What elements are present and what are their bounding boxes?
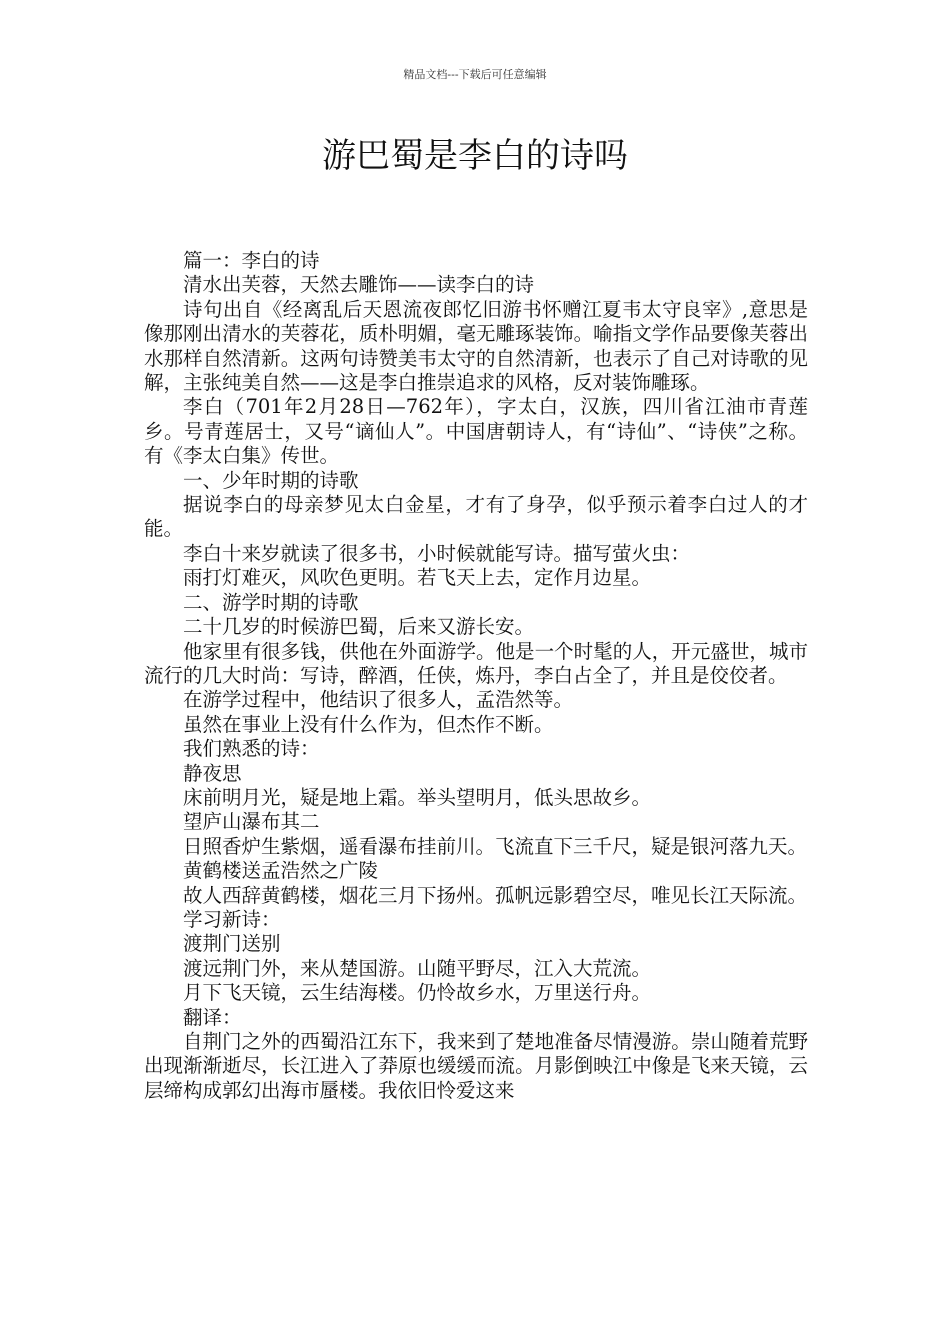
body-paragraph: 诗句出自《经离乱后天恩流夜郎忆旧游书怀赠江夏韦太守良宰》,意思是像那刚出清水的芙蓉花，质朴明媚，毫无雕琢装饰。喻指文学作品要像芙蓉出水那样自然清新。这两句诗赞美韦太守的自然清新，也表示了自己对诗歌的见解，主张纯美自然——这是李白推崇追求的风格，反对装饰雕琢。 [144,297,808,395]
body-paragraph: 据说李白的母亲梦见太白金星，才有了身孕，似乎预示着李白过人的才能。 [144,493,808,541]
poem-title: 渡荆门送别 [183,932,281,956]
poem-text: 月下飞天镜，云生结海楼。仍怜故乡水，万里送行舟。 [183,981,652,1005]
body-paragraph: 在游学过程中，他结识了很多人，孟浩然等。 [183,688,574,712]
document-body [144,249,808,1103]
body-paragraph: 一、少年时期的诗歌 [183,468,359,492]
poem-text: 故人西辞黄鹤楼，烟花三月下扬州。孤帆远影碧空尽，唯见长江天际流。 [183,883,808,907]
body-paragraph: 李白十来岁就读了很多书，小时候就能写诗。描写萤火虫： [183,541,691,565]
poem-title: 静夜思 [183,761,242,785]
poem-text: 床前明月光，疑是地上霜。举头望明月，低头思故乡。 [183,785,652,809]
body-paragraph: 我们熟悉的诗： [183,737,320,761]
body-paragraph: 虽然在事业上没有什么作为，但杰作不断。 [183,712,554,736]
body-paragraph: 学习新诗： [183,907,281,931]
body-paragraph: 清水出芙蓉，天然去雕饰——读李白的诗 [183,273,535,297]
body-paragraph: 篇一：李白的诗 [183,249,320,272]
body-paragraph: 二十几岁的时候游巴蜀，后来又游长安。 [183,615,535,639]
poem-text: 渡远荆门外，来从楚国游。山随平野尽，江入大荒流。 [183,956,652,980]
document-title: 游巴蜀是李白的诗吗 [322,136,628,176]
body-paragraph: 雨打灯难灭，风吹色更明。若飞天上去，定作月边星。 [183,566,652,590]
body-paragraph: 他家里有很多钱，供他在外面游学。他是一个时髦的人，开元盛世，城市流行的几大时尚：写诗，醉酒，任侠，炼丹，李白占全了，并且是佼佼者。 [144,639,808,687]
poem-title: 黄鹤楼送孟浩然之广陵 [183,859,379,883]
poem-text: 日照香炉生紫烟，遥看瀑布挂前川。飞流直下三千尺，疑是银河落九天。 [183,834,808,858]
body-paragraph: 自荆门之外的西蜀沿江东下，我来到了楚地准备尽情漫游。崇山随着荒野出现渐渐逝尽，长江进入了莽原也缓缓而流。月影倒映江中像是飞来天镜，云层缔构成郭幻出海市蜃楼。我依旧怜爱这来 [144,1030,808,1102]
poem-title: 望庐山瀑布其二 [183,810,320,834]
body-paragraph: 二、游学时期的诗歌 [183,590,359,614]
header-note: 精品文档---下载后可任意编辑 [403,68,547,81]
body-paragraph: 翻译： [183,1005,242,1029]
body-paragraph: 李白（701年2月28日—762年），字太白，汉族，四川省江油市青莲乡。号青莲居士，又号“谪仙人”。中国唐朝诗人，有“诗仙”、“诗侠”之称。有《李太白集》传世。 [144,395,808,468]
